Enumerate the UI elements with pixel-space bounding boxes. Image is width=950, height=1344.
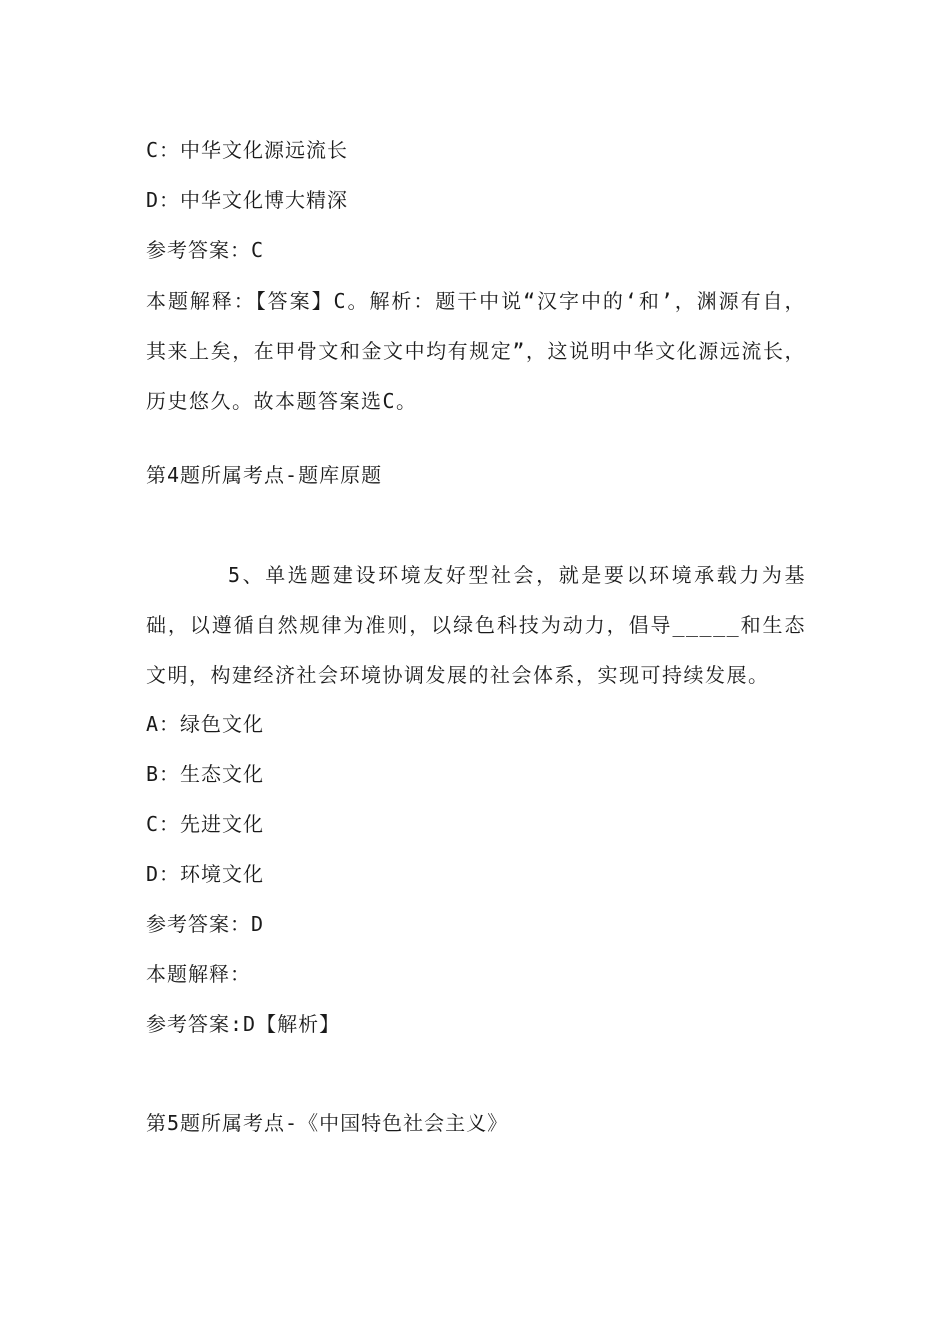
q4-explanation: 本题解释：【答案】C。解析：题干中说“汉字中的‘和’，渊源有自，其来上矣，在甲骨文和金文中均有规定”，这说明中华文化源远流长，历史悠久。故本题答案选C。 xyxy=(146,289,806,413)
q4-option-c: C：中华文化源远流长 xyxy=(146,138,349,162)
q5-stem xyxy=(146,550,806,700)
q5-option-c: C：先进文化 xyxy=(146,812,265,836)
q5-option-d: D：环境文化 xyxy=(146,862,265,886)
q5-stem-text: 5、单选题建设环境友好型社会，就是要以环境承载力为基础，以遵循自然规律为准则，以绿色科技为动力，倡导_____和生态文明，构建经济社会环境协调发展的社会体系，实现可持续发展。 xyxy=(146,563,806,687)
q4-option-d: D：中华文化博大精深 xyxy=(146,188,349,212)
q4-topic: 第4题所属考点-题库原题 xyxy=(146,463,383,487)
q5-topic: 第5题所属考点-《中国特色社会主义》 xyxy=(146,1111,509,1135)
q5-option-b: B：生态文化 xyxy=(146,762,265,786)
document-page xyxy=(146,128,806,1136)
q5-answer: 参考答案：D xyxy=(146,912,265,936)
q5-explanation: 参考答案:D【解析】 xyxy=(146,1012,341,1036)
q5-option-a: A：绿色文化 xyxy=(146,712,265,736)
q4-answer: 参考答案：C xyxy=(146,238,265,262)
q5-explanation-label: 本题解释： xyxy=(146,962,251,986)
